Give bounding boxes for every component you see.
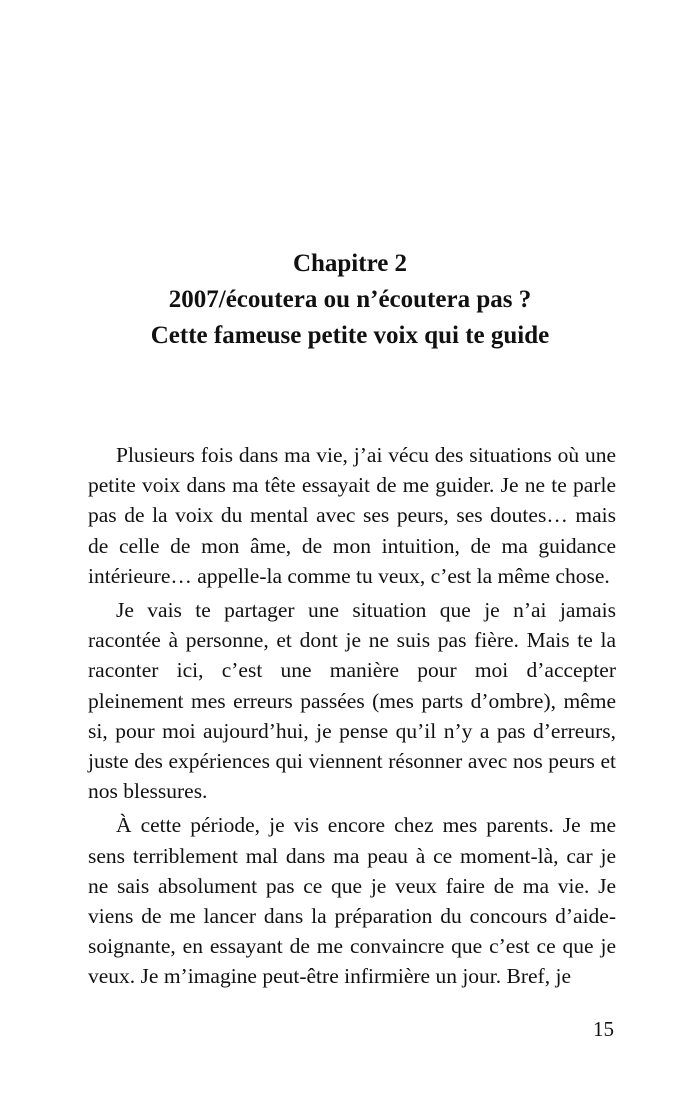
chapter-body [88,440,616,996]
chapter-heading [0,246,700,354]
paragraph: Plusieurs fois dans ma vie, j’ai vécu des situations où une petite voix dans ma tête essayait de me guider. Je ne te parle pas de la voix du mental avec ses peurs, ses doutes… mais de celle de mon âme, de mon intuition, de ma guidance intérieure… appelle-la comme tu veux, c’est la même chose. [88,443,616,588]
paragraph: À cette période, je vis encore chez mes parents. Je me sens terriblement mal dans ma peau à ce moment-là, car je ne sais absolument pas ce que je veux faire de ma vie. Je viens de me lancer dans la préparation du concours d’aide-soignante, en essayant de me convaincre que c’est ce que je veux. Je m’imagine peut-être infirmière un jour. Bref, je [88,813,616,989]
chapter-subtitle-line-1: 2007/écoutera ou n’écoutera pas ? [168,286,532,313]
paragraph: Je vais te partager une situation que je n’ai jamais racontée à personne, et dont je ne suis pas fière. Mais te la raconter ici, c’est une manière pour moi d’accepter pleinement mes erreurs passées (mes parts d’ombre), même si, pour moi aujourd’hui, je pense qu’il n’y a pas d’erreurs, juste des expériences qui viennent résonner avec nos peurs et nos blessures. [88,598,616,804]
chapter-label: Chapitre 2 [292,250,408,277]
chapter-subtitle-line-2: Cette fameuse petite voix qui te guide [150,322,550,349]
page-number: 15 [593,1017,614,1041]
